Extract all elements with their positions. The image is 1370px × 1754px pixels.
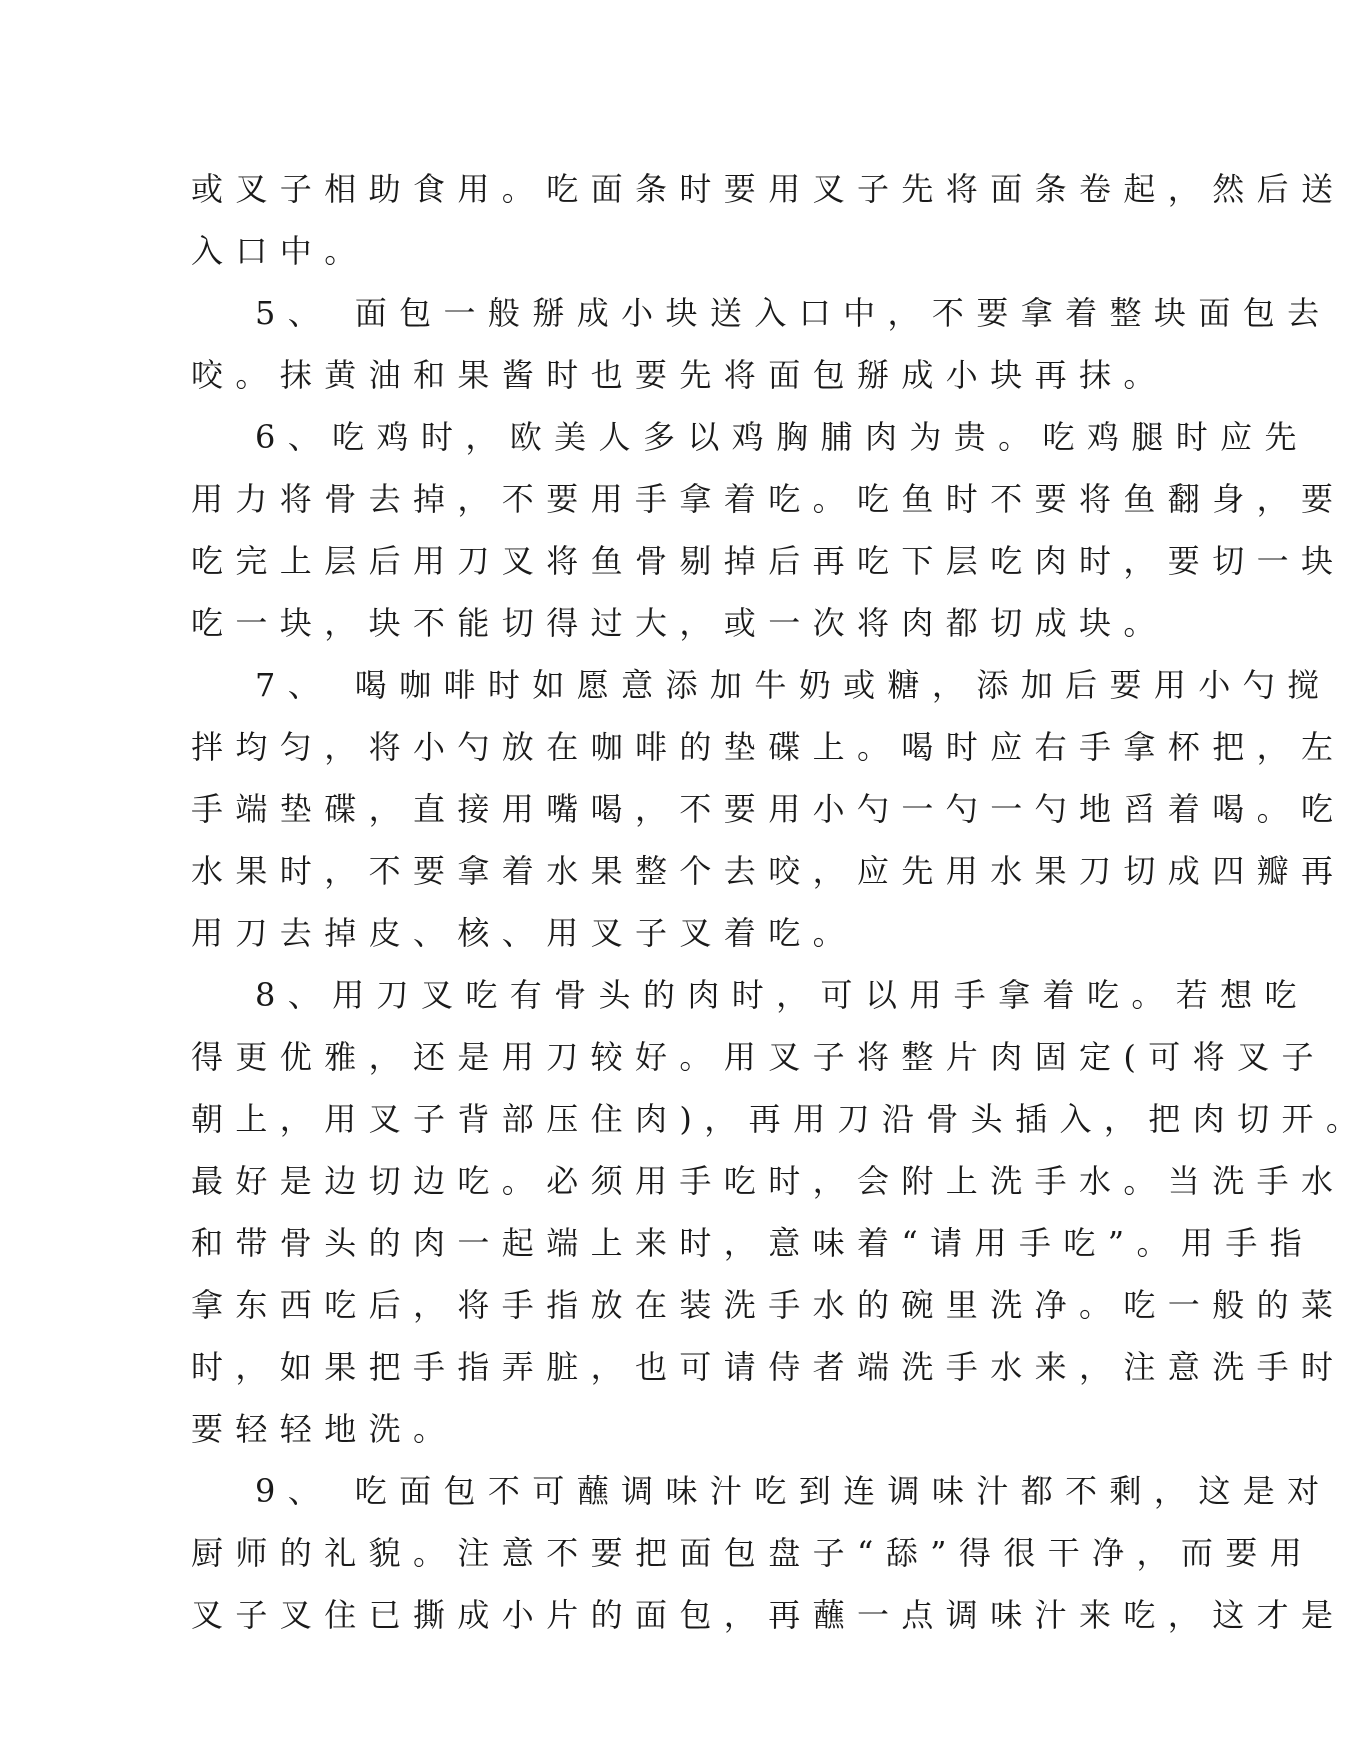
text-line: 水果时，不要拿着水果整个去咬，应先用水果刀切成四瓣再	[191, 852, 1346, 890]
text-line: 朝上，用叉子背部压住肉)，再用刀沿骨头插入，把肉切开。	[191, 1100, 1370, 1138]
text-line: 手端垫碟，直接用嘴喝，不要用小勺一勺一勺地舀着喝。吃	[191, 790, 1346, 828]
paragraph-7-start: 7、 喝咖啡时如愿意添加牛奶或糖，添加后要用小勺搅	[255, 666, 1332, 704]
body-text	[191, 158, 1370, 1646]
text-line: 最好是边切边吃。必须用手吃时，会附上洗手水。当洗手水	[191, 1162, 1346, 1200]
text-line: 拿东西吃后，将手指放在装洗手水的碗里洗净。吃一般的菜	[191, 1286, 1346, 1324]
text-line: 和带骨头的肉一起端上来时，意味着“请用手吃”。用手指	[191, 1224, 1315, 1262]
paragraph-9-start: 9、 吃面包不可蘸调味汁吃到连调味汁都不剩，这是对	[255, 1472, 1332, 1510]
text-line: 得更优雅，还是用刀较好。用叉子将整片肉固定(可将叉子	[191, 1038, 1326, 1076]
text-line: 或叉子相助食用。吃面条时要用叉子先将面条卷起，然后送	[191, 170, 1346, 208]
text-line: 要轻轻地洗。	[191, 1410, 458, 1448]
text-line: 入口中。	[191, 232, 369, 270]
text-line: 叉子叉住已撕成小片的面包，再蘸一点调味汁来吃，这才是	[191, 1596, 1346, 1634]
text-line: 用力将骨去掉，不要用手拿着吃。吃鱼时不要将鱼翻身，要	[191, 480, 1346, 518]
text-line: 咬。抹黄油和果酱时也要先将面包掰成小块再抹。	[191, 356, 1168, 394]
text-line: 厨师的礼貌。注意不要把面包盘子“舔”得很干净，而要用	[191, 1534, 1315, 1572]
text-line: 吃完上层后用刀叉将鱼骨剔掉后再吃下层吃肉时，要切一块	[191, 542, 1346, 580]
text-line: 用刀去掉皮、核、用叉子叉着吃。	[191, 914, 858, 952]
text-line: 拌均匀，将小勺放在咖啡的垫碟上。喝时应右手拿杯把，左	[191, 728, 1346, 766]
paragraph-6-start: 6、吃鸡时，欧美人多以鸡胸脯肉为贵。吃鸡腿时应先	[255, 418, 1309, 456]
paragraph-8-start: 8、用刀叉吃有骨头的肉时，可以用手拿着吃。若想吃	[255, 976, 1309, 1014]
text-line: 时，如果把手指弄脏，也可请侍者端洗手水来，注意洗手时	[191, 1348, 1346, 1386]
text-line: 吃一块，块不能切得过大，或一次将肉都切成块。	[191, 604, 1168, 642]
paragraph-5-start: 5、 面包一般掰成小块送入口中，不要拿着整块面包去	[255, 294, 1332, 332]
